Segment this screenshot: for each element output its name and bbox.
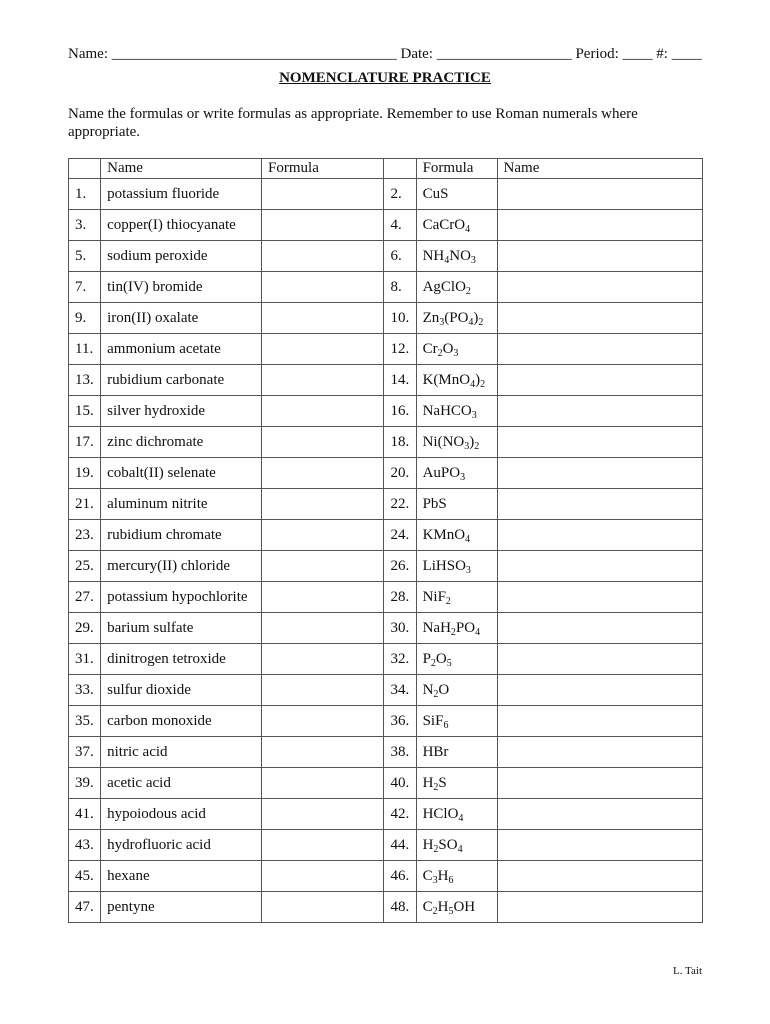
formula-answer-blank[interactable]	[262, 210, 384, 241]
question-number: 47.	[69, 892, 101, 923]
compound-formula: $Ni(NO_3)_2$	[416, 427, 497, 458]
compound-formula: AgClO$_2$	[416, 272, 497, 303]
table-row	[69, 830, 703, 861]
name-answer-blank[interactable]	[497, 303, 702, 334]
question-number: 23.	[69, 520, 101, 551]
table-row	[69, 861, 703, 892]
question-number: 22.	[384, 489, 416, 520]
question-number: 27.	[69, 582, 101, 613]
table-row	[69, 582, 703, 613]
column-header-formula-2: Formula	[416, 159, 497, 179]
name-answer-blank[interactable]	[497, 365, 702, 396]
name-answer-blank[interactable]	[497, 892, 702, 923]
question-number: 4.	[384, 210, 416, 241]
question-number: 26.	[384, 551, 416, 582]
table-row	[69, 799, 703, 830]
name-answer-blank[interactable]	[497, 334, 702, 365]
table-row	[69, 613, 703, 644]
compound-formula: $Cr_2O_3$	[416, 334, 497, 365]
name-answer-blank[interactable]	[497, 737, 702, 768]
compound-formula: NaHCO$_3$	[416, 396, 497, 427]
compound-name: nitric acid	[101, 737, 262, 768]
question-number: 8.	[384, 272, 416, 303]
name-answer-blank[interactable]	[497, 427, 702, 458]
compound-formula: $H_2S$	[416, 768, 497, 799]
question-number: 19.	[69, 458, 101, 489]
compound-name: copper(I) thiocyanate	[101, 210, 262, 241]
compound-formula: HClO$_4$	[416, 799, 497, 830]
formula-answer-blank[interactable]	[262, 892, 384, 923]
table-row	[69, 520, 703, 551]
question-number: 43.	[69, 830, 101, 861]
compound-formula: $K(MnO_4)_2$	[416, 365, 497, 396]
question-number: 37.	[69, 737, 101, 768]
compound-formula: AuPO$_3$	[416, 458, 497, 489]
compound-name: rubidium carbonate	[101, 365, 262, 396]
compound-name: iron(II) oxalate	[101, 303, 262, 334]
formula-answer-blank[interactable]	[262, 706, 384, 737]
compound-formula: $NH_4NO_3$	[416, 241, 497, 272]
question-number: 13.	[69, 365, 101, 396]
question-number: 28.	[384, 582, 416, 613]
name-answer-blank[interactable]	[497, 582, 702, 613]
name-answer-blank[interactable]	[497, 861, 702, 892]
formula-answer-blank[interactable]	[262, 427, 384, 458]
name-answer-blank[interactable]	[497, 272, 702, 303]
compound-name: silver hydroxide	[101, 396, 262, 427]
column-header-name: Name	[101, 159, 262, 179]
formula-answer-blank[interactable]	[262, 334, 384, 365]
question-number: 2.	[384, 179, 416, 210]
question-number: 11.	[69, 334, 101, 365]
compound-name: sulfur dioxide	[101, 675, 262, 706]
table-row	[69, 675, 703, 706]
compound-formula: PbS	[416, 489, 497, 520]
question-number: 5.	[69, 241, 101, 272]
name-answer-blank[interactable]	[497, 489, 702, 520]
compound-formula: CuS	[416, 179, 497, 210]
formula-answer-blank[interactable]	[262, 830, 384, 861]
question-number: 9.	[69, 303, 101, 334]
compound-formula: CaCrO$_4$	[416, 210, 497, 241]
question-number: 41.	[69, 799, 101, 830]
name-answer-blank[interactable]	[497, 551, 702, 582]
name-answer-blank[interactable]	[497, 179, 702, 210]
compound-formula: $Zn_3(PO_4)_2$	[416, 303, 497, 334]
compound-name: tin(IV) bromide	[101, 272, 262, 303]
column-header-name-2: Name	[497, 159, 702, 179]
formula-answer-blank[interactable]	[262, 489, 384, 520]
compound-name: mercury(II) chloride	[101, 551, 262, 582]
question-number: 6.	[384, 241, 416, 272]
name-answer-blank[interactable]	[497, 706, 702, 737]
question-number: 10.	[384, 303, 416, 334]
formula-answer-blank[interactable]	[262, 768, 384, 799]
compound-name: barium sulfate	[101, 613, 262, 644]
column-header-number	[69, 159, 101, 179]
table-row	[69, 892, 703, 923]
name-answer-blank[interactable]	[497, 613, 702, 644]
name-answer-blank[interactable]	[497, 241, 702, 272]
compound-name: potassium hypochlorite	[101, 582, 262, 613]
compound-name: sodium peroxide	[101, 241, 262, 272]
compound-formula: $C_3H_6$	[416, 861, 497, 892]
compound-name: carbon monoxide	[101, 706, 262, 737]
compound-formula: $NaH_2PO_4$	[416, 613, 497, 644]
compound-name: zinc dichromate	[101, 427, 262, 458]
question-number: 12.	[384, 334, 416, 365]
question-number: 45.	[69, 861, 101, 892]
author-credit: L. Tait	[673, 965, 702, 977]
formula-answer-blank[interactable]	[262, 241, 384, 272]
compound-formula: HBr	[416, 737, 497, 768]
instructions: Name the formulas or write formulas as appropriate. Remember to use Roman numerals where appropriate.	[68, 106, 638, 140]
formula-answer-blank[interactable]	[262, 396, 384, 427]
table-row	[69, 458, 703, 489]
question-number: 32.	[384, 644, 416, 675]
question-number: 18.	[384, 427, 416, 458]
formula-answer-blank[interactable]	[262, 303, 384, 334]
question-number: 42.	[384, 799, 416, 830]
formula-answer-blank[interactable]	[262, 799, 384, 830]
name-answer-blank[interactable]	[497, 768, 702, 799]
question-number: 46.	[384, 861, 416, 892]
compound-name: rubidium chromate	[101, 520, 262, 551]
question-number: 29.	[69, 613, 101, 644]
nomenclature-table	[68, 158, 703, 923]
compound-name: potassium fluoride	[101, 179, 262, 210]
table-header-row	[69, 159, 703, 179]
table-row	[69, 396, 703, 427]
formula-answer-blank[interactable]	[262, 458, 384, 489]
question-number: 24.	[384, 520, 416, 551]
question-number: 34.	[384, 675, 416, 706]
question-number: 20.	[384, 458, 416, 489]
table-row	[69, 272, 703, 303]
column-header-formula: Formula	[262, 159, 384, 179]
name-answer-blank[interactable]	[497, 458, 702, 489]
question-number: 36.	[384, 706, 416, 737]
formula-answer-blank[interactable]	[262, 675, 384, 706]
name-answer-blank[interactable]	[497, 799, 702, 830]
question-number: 1.	[69, 179, 101, 210]
table-row	[69, 179, 703, 210]
question-number: 30.	[384, 613, 416, 644]
student-info-line: Name: ______________________________________ Date: __________________ Period: ____ #: ____	[68, 46, 702, 62]
compound-name: acetic acid	[101, 768, 262, 799]
table-row	[69, 768, 703, 799]
page-title: NOMENCLATURE PRACTICE	[279, 70, 491, 86]
table-row	[69, 706, 703, 737]
question-number: 14.	[384, 365, 416, 396]
name-answer-blank[interactable]	[497, 520, 702, 551]
table-row	[69, 303, 703, 334]
compound-formula: LiHSO$_3$	[416, 551, 497, 582]
question-number: 15.	[69, 396, 101, 427]
compound-formula: $N_2O$	[416, 675, 497, 706]
compound-formula: $P_2O_5$	[416, 644, 497, 675]
compound-name: cobalt(II) selenate	[101, 458, 262, 489]
question-number: 44.	[384, 830, 416, 861]
table-row	[69, 241, 703, 272]
compound-name: pentyne	[101, 892, 262, 923]
question-number: 31.	[69, 644, 101, 675]
formula-answer-blank[interactable]	[262, 613, 384, 644]
question-number: 48.	[384, 892, 416, 923]
question-number: 17.	[69, 427, 101, 458]
name-answer-blank[interactable]	[497, 396, 702, 427]
question-number: 7.	[69, 272, 101, 303]
table-row	[69, 737, 703, 768]
table-row	[69, 551, 703, 582]
formula-answer-blank[interactable]	[262, 551, 384, 582]
compound-name: hypoiodous acid	[101, 799, 262, 830]
compound-name: aluminum nitrite	[101, 489, 262, 520]
compound-formula: $C_2H_5OH$	[416, 892, 497, 923]
compound-formula: SiF$_6$	[416, 706, 497, 737]
formula-answer-blank[interactable]	[262, 861, 384, 892]
question-number: 25.	[69, 551, 101, 582]
formula-answer-blank[interactable]	[262, 582, 384, 613]
compound-formula: KMnO$_4$	[416, 520, 497, 551]
name-answer-blank[interactable]	[497, 675, 702, 706]
compound-name: hexane	[101, 861, 262, 892]
column-header-number-2	[384, 159, 416, 179]
question-number: 3.	[69, 210, 101, 241]
table-row	[69, 210, 703, 241]
question-number: 40.	[384, 768, 416, 799]
question-number: 39.	[69, 768, 101, 799]
question-number: 38.	[384, 737, 416, 768]
name-answer-blank[interactable]	[497, 830, 702, 861]
formula-answer-blank[interactable]	[262, 272, 384, 303]
compound-formula: $H_2SO_4$	[416, 830, 497, 861]
table-row	[69, 334, 703, 365]
compound-name: dinitrogen tetroxide	[101, 644, 262, 675]
question-number: 16.	[384, 396, 416, 427]
formula-answer-blank[interactable]	[262, 520, 384, 551]
compound-formula: NiF$_2$	[416, 582, 497, 613]
name-answer-blank[interactable]	[497, 644, 702, 675]
table-row	[69, 644, 703, 675]
table-row	[69, 489, 703, 520]
formula-answer-blank[interactable]	[262, 644, 384, 675]
compound-name: hydrofluoric acid	[101, 830, 262, 861]
formula-answer-blank[interactable]	[262, 179, 384, 210]
formula-answer-blank[interactable]	[262, 737, 384, 768]
question-number: 21.	[69, 489, 101, 520]
question-number: 35.	[69, 706, 101, 737]
question-number: 33.	[69, 675, 101, 706]
formula-answer-blank[interactable]	[262, 365, 384, 396]
compound-name: ammonium acetate	[101, 334, 262, 365]
name-answer-blank[interactable]	[497, 210, 702, 241]
table-row	[69, 365, 703, 396]
table-row	[69, 427, 703, 458]
